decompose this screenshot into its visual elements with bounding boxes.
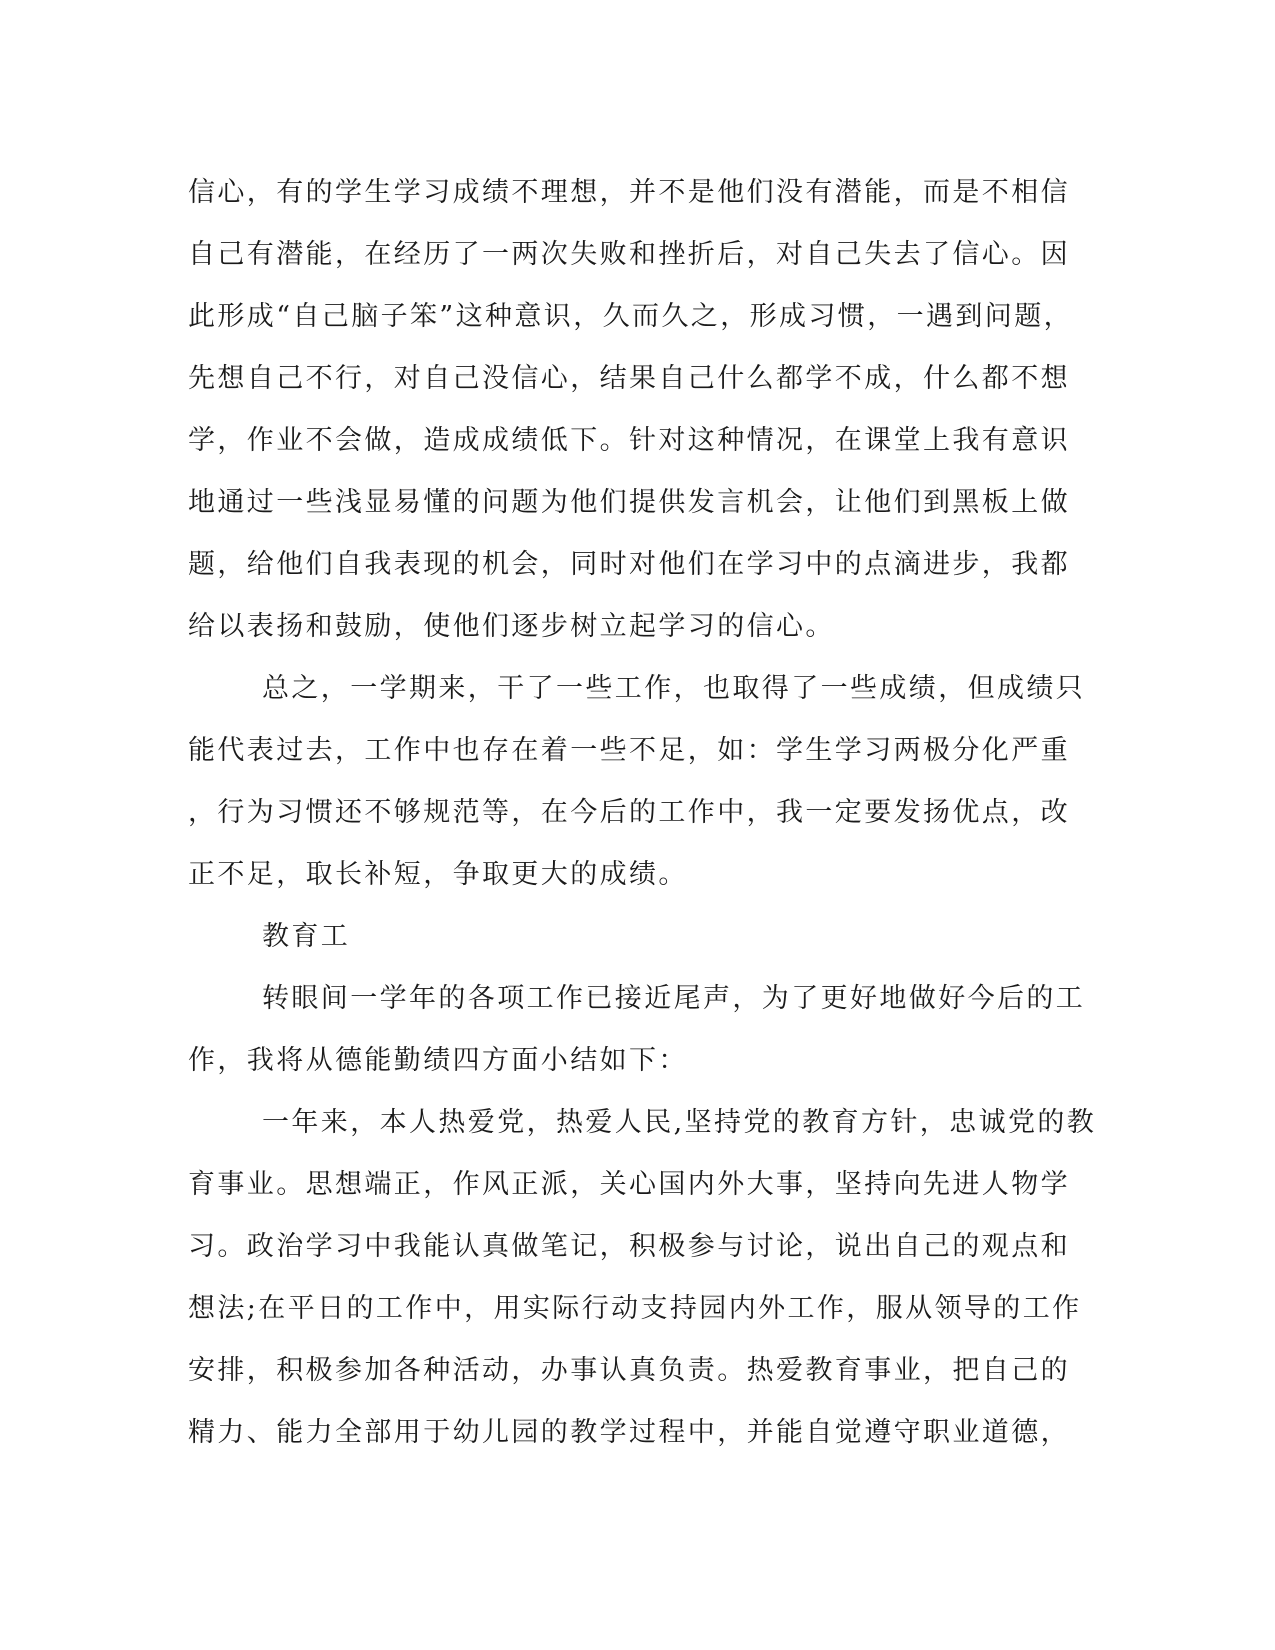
text-line: 能代表过去，工作中也存在着一些不足，如：学生学习两极分化严重 [188, 735, 1070, 766]
text-line: 想法;在平日的工作中，用实际行动支持园内外工作，服从领导的工作 [188, 1293, 1082, 1324]
text-line: 转眼间一学年的各项工作已接近尾声，为了更好地做好今后的工 [262, 983, 1086, 1014]
text-line: 总之，一学期来，干了一些工作，也取得了一些成绩，但成绩只 [262, 673, 1086, 704]
text-line: ，行为习惯还不够规范等，在今后的工作中，我一定要发扬优点，改 [188, 797, 1070, 828]
text-line: 题，给他们自我表现的机会，同时对他们在学习中的点滴进步，我都 [188, 549, 1070, 580]
text-line: 作，我将从德能勤绩四方面小结如下： [188, 1045, 688, 1076]
text-line: 一年来，本人热爱党，热爱人民,坚持党的教育方针，忠诚党的教 [262, 1107, 1097, 1138]
text-line: 给以表扬和鼓励，使他们逐步树立起学习的信心。 [188, 611, 835, 642]
text-line: 自己有潜能，在经历了一两次失败和挫折后，对自己失去了信心。因 [188, 239, 1070, 270]
text-line: 正不足，取长补短，争取更大的成绩。 [188, 859, 688, 890]
text-line: 习。政治学习中我能认真做笔记，积极参与讨论，说出自己的观点和 [188, 1231, 1070, 1262]
text-line: 学，作业不会做，造成成绩低下。针对这种情况，在课堂上我有意识 [188, 425, 1070, 456]
text-line: 安排，积极参加各种活动，办事认真负责。热爱教育事业，把自己的 [188, 1355, 1070, 1386]
text-line: 此形成“自己脑子笨”这种意识，久而久之，形成习惯，一遇到问题， [188, 301, 1074, 332]
text-line: 信心，有的学生学习成绩不理想，并不是他们没有潜能，而是不相信 [188, 177, 1070, 208]
section-heading: 教育工 [262, 921, 351, 952]
text-line: 地通过一些浅显易懂的问题为他们提供发言机会，让他们到黑板上做 [188, 487, 1070, 518]
text-line: 先想自己不行，对自己没信心，结果自己什么都学不成，什么都不想 [188, 363, 1070, 394]
text-line: 育事业。思想端正，作风正派，关心国内外大事，坚持向先进人物学 [188, 1169, 1070, 1200]
body-text [188, 162, 1097, 1464]
text-line: 精力、能力全部用于幼儿园的教学过程中，并能自觉遵守职业道德， [188, 1417, 1070, 1448]
